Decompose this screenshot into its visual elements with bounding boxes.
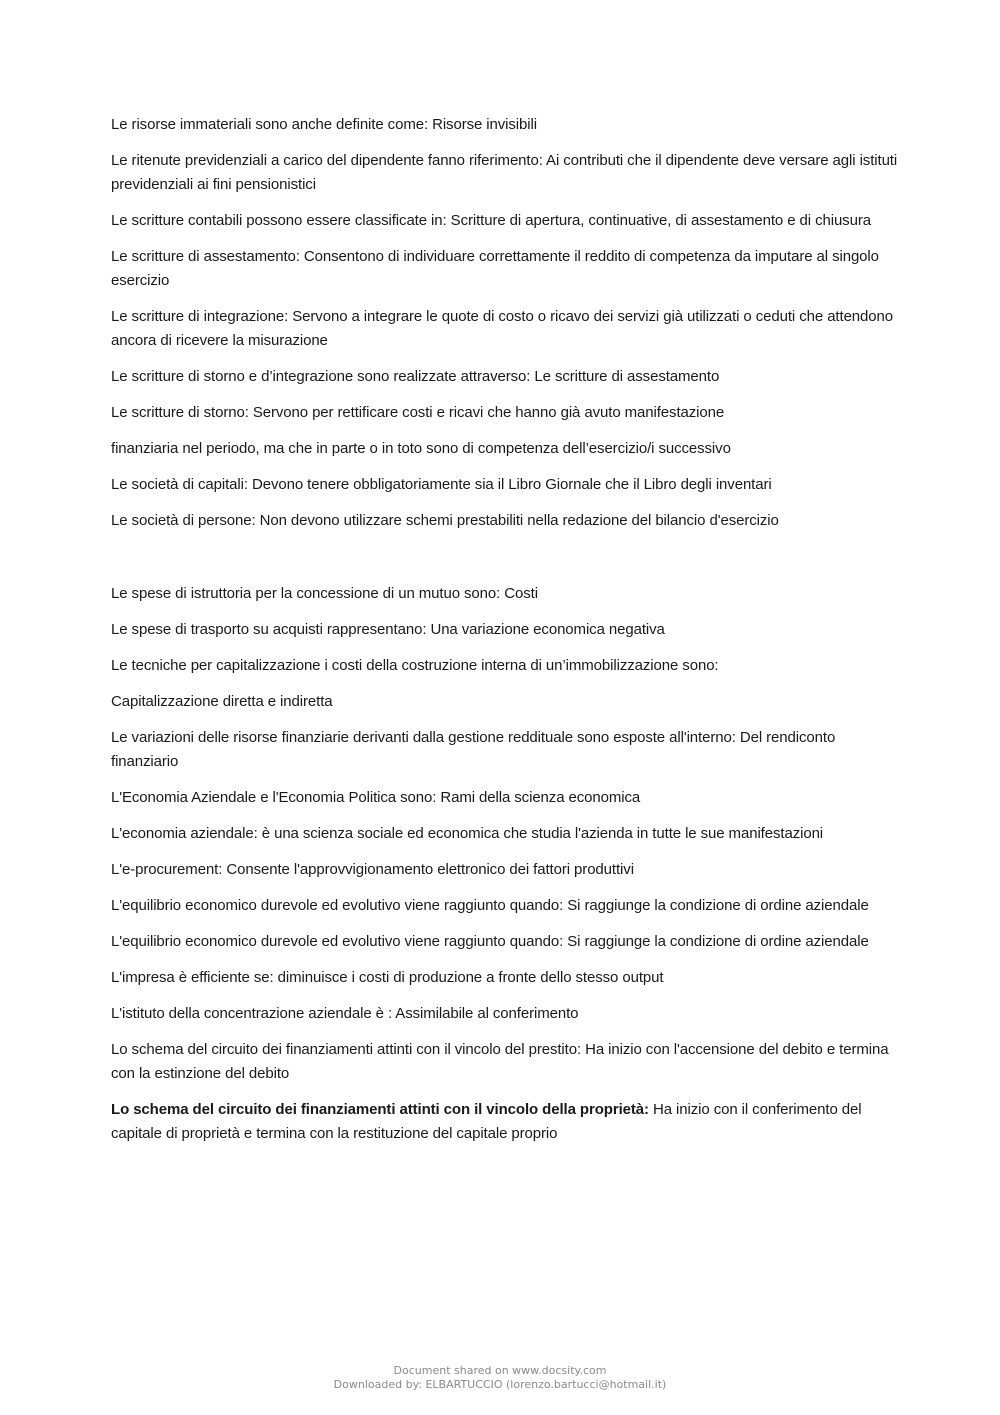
footer-downloaded-line: Downloaded by: ELBARTUCCIO (lorenzo.bartucci@hotmail.it) [333, 1378, 667, 1391]
paragraph: Le scritture contabili possono essere classificate in: Scritture di apertura, continuative, di assestamento e di chiusura [111, 212, 871, 229]
document-body [111, 113, 901, 1158]
paragraph: Le scritture di storno: Servono per rettificare costi e ricavi che hanno già avuto manifestazione [111, 404, 725, 421]
paragraph: L'impresa è efficiente se: diminuisce i costi di produzione a fronte dello stesso output [111, 969, 664, 986]
paragraph: Capitalizzazione diretta e indiretta [111, 693, 333, 710]
section-spacer [111, 545, 901, 582]
paragraph: Lo schema del circuito dei finanziamenti attinti con il vincolo del prestito: Ha inizio con l'accensione del debito e termina con la estinzione del debito [111, 1041, 889, 1082]
paragraph: Le società di persone: Non devono utilizzare schemi prestabiliti nella redazione del bilancio d'esercizio [111, 512, 779, 529]
paragraph-last [111, 1098, 901, 1146]
paragraph: Le tecniche per capitalizzazione i costi della costruzione interna di un’immobilizzazione sono: [111, 657, 719, 674]
paragraph: L'e-procurement: Consente l'approvvigionamento elettronico dei fattori produttivi [111, 861, 634, 878]
paragraph: L'Economia Aziendale e l'Economia Politica sono: Rami della scienza economica [111, 789, 641, 806]
paragraph-bold-lead: Lo schema del circuito dei finanziamenti attinti con il vincolo della proprietà: [111, 1101, 649, 1118]
paragraph: Le spese di istruttoria per la concessione di un mutuo sono: Costi [111, 585, 538, 602]
paragraph: Le ritenute previdenziali a carico del dipendente fanno riferimento: Ai contributi che il dipendente deve versare agli istituti previdenziali ai fini pensionistici [111, 152, 898, 193]
paragraph: finanziaria nel periodo, ma che in parte o in toto sono di competenza dell’esercizio/i successivo [111, 440, 731, 457]
paragraph: Le scritture di assestamento: Consentono di individuare correttamente il reddito di competenza da imputare al singolo esercizio [111, 248, 879, 289]
paragraph: Le risorse immateriali sono anche definite come: Risorse invisibili [111, 116, 537, 133]
paragraph: Le spese di trasporto su acquisti rappresentano: Una variazione economica negativa [111, 621, 665, 638]
paragraph: L'economia aziendale: è una scienza sociale ed economica che studia l'azienda in tutte le sue manifestazioni [111, 825, 824, 842]
page-footer [0, 1364, 1000, 1392]
paragraph: L'equilibrio economico durevole ed evolutivo viene raggiunto quando: Si raggiunge la condizione di ordine aziendale [111, 897, 869, 914]
paragraph-text: Ha inizio con il conferimento del capitale di proprietà e termina con la restituzione del capitale proprio [111, 1101, 862, 1142]
paragraph: L'equilibrio economico durevole ed evolutivo viene raggiunto quando: Si raggiunge la condizione di ordine aziendale [111, 933, 869, 950]
paragraph: Le variazioni delle risorse finanziarie derivanti dalla gestione reddituale sono esposte all'interno: Del rendiconto finanziario [111, 729, 836, 770]
footer-shared-line: Document shared on www.docsity.com [393, 1364, 607, 1377]
paragraph: L'istituto della concentrazione aziendale è : Assimilabile al conferimento [111, 1005, 579, 1022]
paragraph: Le società di capitali: Devono tenere obbligatoriamente sia il Libro Giornale che il Libro degli inventari [111, 476, 772, 493]
paragraph: Le scritture di integrazione: Servono a integrare le quote di costo o ricavo dei servizi già utilizzati o ceduti che attendono ancora di ricevere la misurazione [111, 308, 894, 349]
paragraph: Le scritture di storno e d’integrazione sono realizzate attraverso: Le scritture di assestamento [111, 368, 720, 385]
